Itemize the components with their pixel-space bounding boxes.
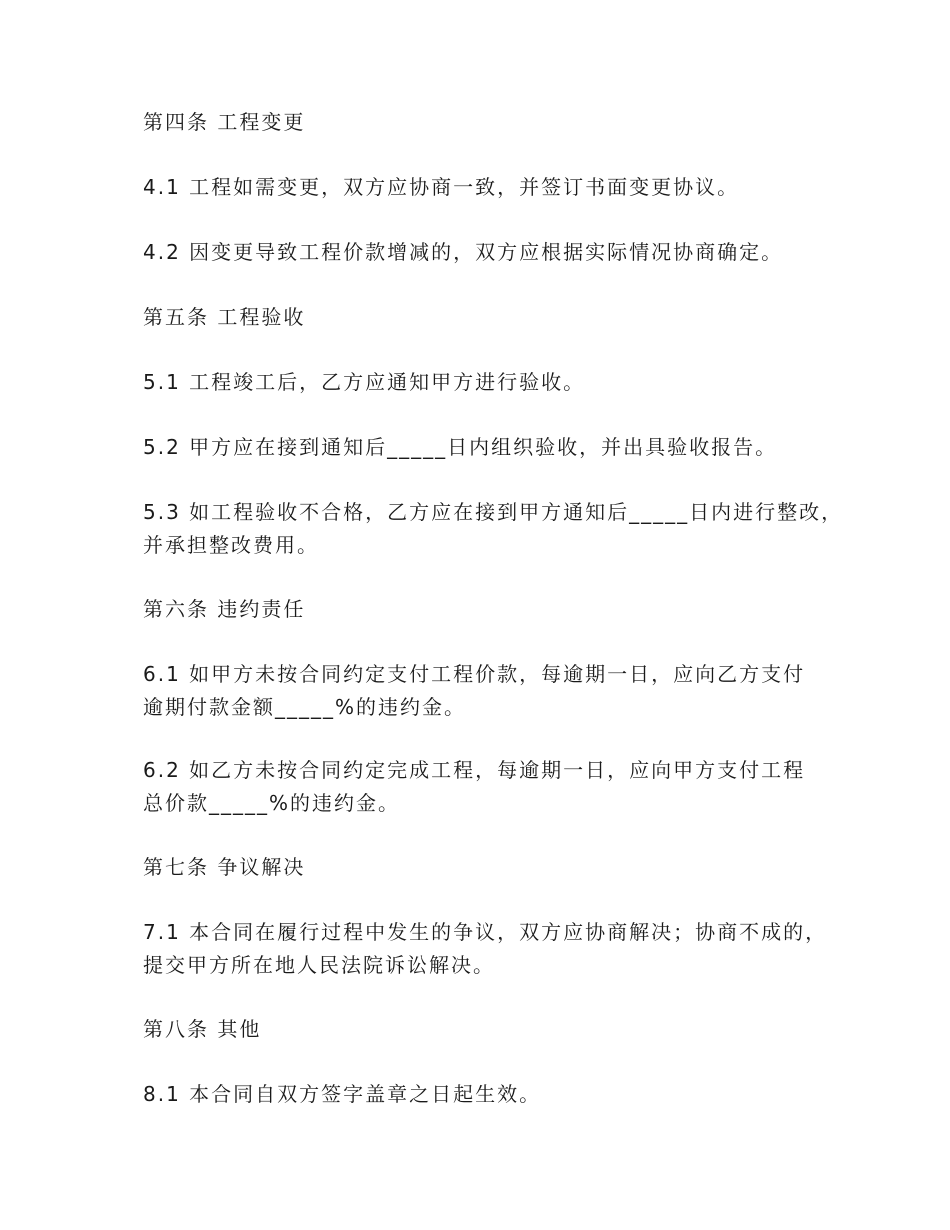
clause-5-1: 5.1 工程竣工后，乙方应通知甲方进行验收。 <box>143 370 586 394</box>
clause-6-2-line-2: 总价款_____%的违约金。 <box>143 791 401 815</box>
clause-7-1-line-1: 7.1 本合同在履行过程中发生的争议，双方应协商解决；协商不成的， <box>143 920 828 944</box>
clause-8-1: 8.1 本合同自双方签字盖章之日起生效。 <box>143 1082 542 1106</box>
section-heading-8: 第八条 其他 <box>143 1017 262 1041</box>
section-heading-7: 第七条 争议解决 <box>143 855 306 879</box>
clause-4-2: 4.2 因变更导致工程价款增减的，双方应根据实际情况协商确定。 <box>143 240 784 264</box>
section-heading-5: 第五条 工程验收 <box>143 305 306 329</box>
clause-4-1: 4.1 工程如需变更，双方应协商一致，并签订书面变更协议。 <box>143 175 740 199</box>
clause-6-2-line-1: 6.2 如乙方未按合同约定完成工程，每逾期一日，应向甲方支付工程 <box>143 758 806 782</box>
clause-5-3-line-2: 并承担整改费用。 <box>143 533 319 557</box>
section-heading-4: 第四条 工程变更 <box>143 110 306 134</box>
clause-5-2: 5.2 甲方应在接到通知后_____日内组织验收，并出具验收报告。 <box>143 435 778 459</box>
clause-7-1-line-2: 提交甲方所在地人民法院诉讼解决。 <box>143 953 495 977</box>
section-heading-6: 第六条 违约责任 <box>143 597 306 621</box>
clause-6-1-line-1: 6.1 如甲方未按合同约定支付工程价款，每逾期一日，应向乙方支付 <box>143 662 806 686</box>
clause-6-1-line-2: 逾期付款金额_____%的违约金。 <box>143 695 467 719</box>
clause-5-3-line-1: 5.3 如工程验收不合格，乙方应在接到甲方通知后_____日内进行整改， <box>143 500 844 524</box>
